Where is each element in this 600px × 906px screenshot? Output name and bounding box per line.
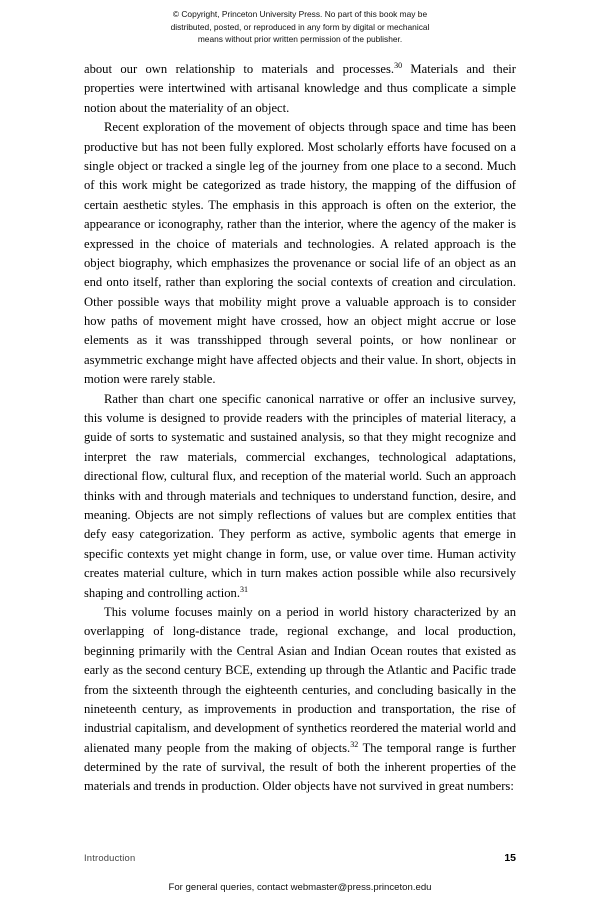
copyright-line-3: means without prior written permission of the publisher. xyxy=(197,34,403,45)
paragraph-text-cont: Materials and their properties were intertwined with artisanal knowledge and thus complicate a simple notion about the materiality of an object. xyxy=(84,62,516,115)
paragraph xyxy=(84,118,516,389)
copyright-line-2: distributed, posted, or reproduced in any form by digital or mechanical xyxy=(170,21,430,32)
footnote-ref: 30 xyxy=(394,60,403,70)
paragraph-text: about our own relationship to materials and processes. xyxy=(84,62,395,76)
paragraph-text: Rather than chart one specific canonical narrative or offer an inclusive survey, this volume is designed to provide readers with the principles of material literacy, a guide of sorts to systematic and sustained analysis, so that they might recognize and interpret the raw materials, commercial exchanges, technological adaptations, directional flow, cultural flux, and reception of the material world. Such an approach thinks with and through materials and techniques to understand function, desire, and meaning. Objects are not simply reflections of values but are complex entities that defy easy categorization. They perform as active, symbolic agents that emerge in specific contexts yet might change in form, use, or value over time. Human activity creates material culture, which in turn makes action possible while also recursively shaping and controlling action. xyxy=(84,391,516,600)
paragraph-text: Recent exploration of the movement of objects through space and time has been productive but has not been fully explored. Most scholarly efforts have focused on a single object or tracked a single leg of the journey from one place to a second. Much of this work might be categorized as trade history, the mapping of the diffusion of certain aesthetic styles. The emphasis in this approach is often on the exterior, the appearance or iconography, rather than the interior, where the agency of the maker is expressed in the choice of materials and technologies. A related approach is the object biography, which emphasizes the provenance or social life of an object as an end onto itself, rather than exploring the social contexts of creation and circulation. Other possible ways that mobility might prove a valuable approach is to consider how paths of movement might have crossed, how an object might accrue or lose elements as it was transshipped through several points, or how nonlinear or asymmetric exchange might have affected objects and their value. In short, objects in motion were rarely stable. xyxy=(84,120,516,387)
footnote-ref: 31 xyxy=(240,584,248,594)
page-footer xyxy=(84,852,516,864)
paragraph-text-cont: The temporal range is further determined by the rate of survival, the result of both the inherent properties of the materials and trends in production. Older objects have not survived in great numbers: xyxy=(84,740,516,794)
queries-notice: For general queries, contact webmaster@press.princeton.edu xyxy=(168,882,432,893)
footnote-ref: 32 xyxy=(350,739,359,749)
copyright-line-1: © Copyright, Princeton University Press. No part of this book may be xyxy=(172,9,428,19)
copyright-notice xyxy=(0,8,600,46)
paragraph xyxy=(84,603,516,797)
paragraph-text: This volume focuses mainly on a period in world history characterized by an overlapping of long-distance trade, regional exchange, and local production, beginning primarily with the Central Asian and Indian Ocean routes that existed as early as the second century BCE, extending up through the Atlantic and Pacific trade from the sixteenth through the eighteenth centuries, and concluding basically in the nineteenth century, as improvements in production and transportation, the rise of industrial capitalism, and development of synthetics reordered the material world and alienated many people from the making of objects. xyxy=(84,604,516,755)
page-number: 15 xyxy=(504,852,516,864)
paragraph xyxy=(84,60,516,118)
footer-section-label: Introduction xyxy=(84,852,136,863)
paragraph xyxy=(84,390,516,603)
body-text xyxy=(84,60,516,797)
